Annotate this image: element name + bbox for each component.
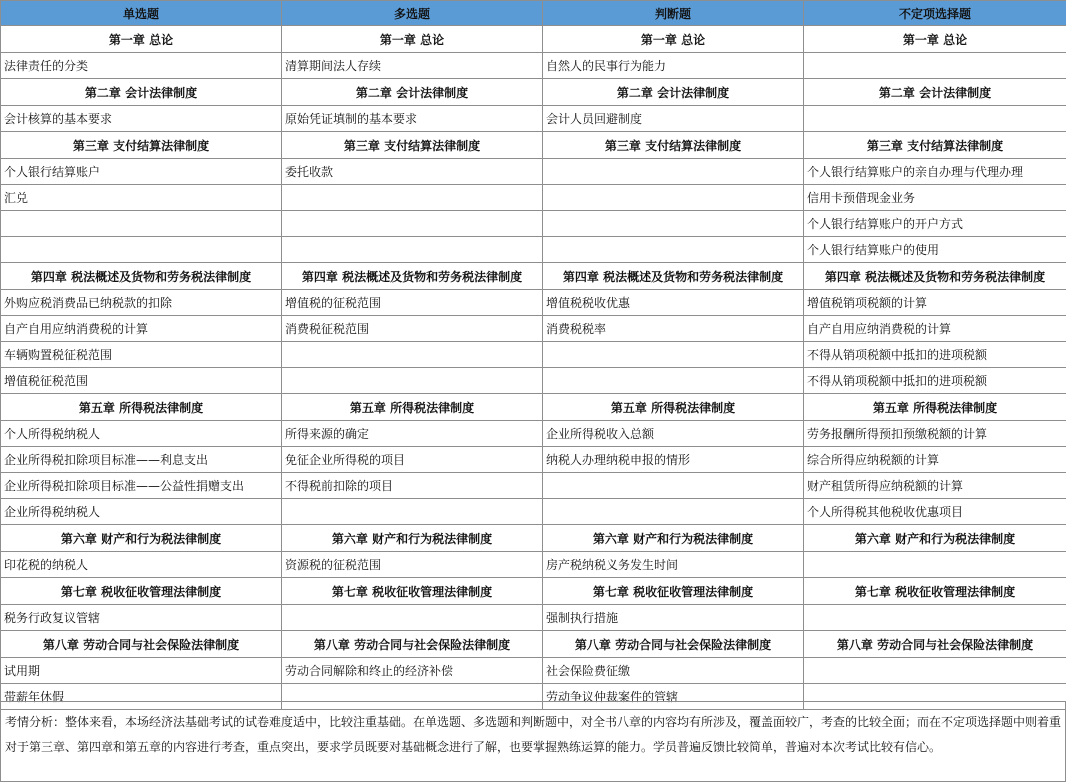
table-row [1, 185, 1066, 211]
exam-analysis-text: 考情分析：整体来看，本场经济法基础考试的试卷难度适中，比较注重基础。在单选题、多选题和判断题中，对全书八章的内容均有所涉及，覆盖面较广，考查的比较全面；而在不定项选择题中则着重对于第三章、第四章和第五章的内容进行考查，重点突出，要求学员既要对基础概念进行了解，也要掌握熟练运算的能力。学员普遍反馈比较简单，普遍对本次考试比较有信心。 [0, 701, 1066, 782]
topic-cell: 自然人的民事行为能力 [543, 53, 804, 79]
topic-cell: 会计核算的基本要求 [1, 106, 282, 132]
chapter-heading-cell: 第八章 劳动合同与社会保险法律制度 [804, 631, 1066, 658]
chapter-heading-cell: 第三章 支付结算法律制度 [282, 132, 543, 159]
chapter-heading-cell: 第五章 所得税法律制度 [1, 394, 282, 421]
topic-cell: 企业所得税扣除项目标准——利息支出 [1, 447, 282, 473]
chapter-heading-cell: 第一章 总论 [804, 26, 1066, 53]
topic-cell: 自产自用应纳消费税的计算 [1, 316, 282, 342]
topic-cell: 消费税征税范围 [282, 316, 543, 342]
topic-cell: 企业所得税纳税人 [1, 499, 282, 525]
header-single-choice: 单选题 [1, 1, 282, 26]
topic-cell [543, 499, 804, 525]
topic-cell: 原始凭证填制的基本要求 [282, 106, 543, 132]
chapter-heading-cell: 第三章 支付结算法律制度 [543, 132, 804, 159]
chapter-heading-cell: 第二章 会计法律制度 [282, 79, 543, 106]
topic-cell [543, 159, 804, 185]
chapter-row [1, 132, 1066, 159]
topic-cell: 社会保险费征缴 [543, 658, 804, 684]
chapter-heading-cell: 第八章 劳动合同与社会保险法律制度 [282, 631, 543, 658]
topic-cell [804, 552, 1066, 578]
table-row [1, 499, 1066, 525]
topic-cell [282, 237, 543, 263]
topic-cell [543, 342, 804, 368]
chapter-heading-cell: 第五章 所得税法律制度 [282, 394, 543, 421]
chapter-heading-cell: 第八章 劳动合同与社会保险法律制度 [1, 631, 282, 658]
header-multiple-choice: 多选题 [282, 1, 543, 26]
topic-cell: 试用期 [1, 658, 282, 684]
topic-cell [543, 368, 804, 394]
chapter-heading-cell: 第七章 税收征收管理法律制度 [804, 578, 1066, 605]
topic-cell: 外购应税消费品已纳税款的扣除 [1, 290, 282, 316]
topic-cell: 企业所得税收入总额 [543, 421, 804, 447]
chapter-heading-cell: 第七章 税收征收管理法律制度 [282, 578, 543, 605]
topic-cell: 个人所得税纳税人 [1, 421, 282, 447]
table-row [1, 237, 1066, 263]
chapter-heading-cell: 第四章 税法概述及货物和劳务税法律制度 [282, 263, 543, 290]
chapter-row [1, 394, 1066, 421]
table-row [1, 605, 1066, 631]
chapter-heading-cell: 第七章 税收征收管理法律制度 [1, 578, 282, 605]
chapter-heading-cell: 第六章 财产和行为税法律制度 [543, 525, 804, 552]
chapter-heading-cell: 第六章 财产和行为税法律制度 [804, 525, 1066, 552]
topic-cell: 不得从销项税额中抵扣的进项税额 [804, 368, 1066, 394]
topic-cell: 会计人员回避制度 [543, 106, 804, 132]
table-row [1, 211, 1066, 237]
topic-cell: 增值税征税范围 [1, 368, 282, 394]
topic-cell: 个人银行结算账户 [1, 159, 282, 185]
chapter-row [1, 631, 1066, 658]
table-row [1, 106, 1066, 132]
topic-cell: 财产租赁所得应纳税额的计算 [804, 473, 1066, 499]
topic-cell [804, 53, 1066, 79]
topic-cell: 信用卡预借现金业务 [804, 185, 1066, 211]
topic-cell [543, 237, 804, 263]
table-row [1, 473, 1066, 499]
table-row [1, 53, 1066, 79]
topic-cell: 不得税前扣除的项目 [282, 473, 543, 499]
chapter-heading-cell: 第一章 总论 [282, 26, 543, 53]
topic-cell: 委托收款 [282, 159, 543, 185]
table-row [1, 658, 1066, 684]
chapter-heading-cell: 第七章 税收征收管理法律制度 [543, 578, 804, 605]
topic-cell: 免征企业所得税的项目 [282, 447, 543, 473]
chapter-heading-cell: 第五章 所得税法律制度 [543, 394, 804, 421]
topic-cell: 带薪年休假 [1, 684, 282, 710]
topic-cell [282, 499, 543, 525]
topic-cell: 劳动合同解除和终止的经济补偿 [282, 658, 543, 684]
topic-cell: 法律责任的分类 [1, 53, 282, 79]
topic-cell: 资源税的征税范围 [282, 552, 543, 578]
chapter-heading-cell: 第五章 所得税法律制度 [804, 394, 1066, 421]
topic-cell: 汇兑 [1, 185, 282, 211]
table-row [1, 316, 1066, 342]
topic-cell [1, 237, 282, 263]
table-row [1, 290, 1066, 316]
table-body [1, 26, 1066, 710]
topic-cell: 不得从销项税额中抵扣的进项税额 [804, 342, 1066, 368]
topic-cell: 自产自用应纳消费税的计算 [804, 316, 1066, 342]
chapter-heading-cell: 第四章 税法概述及货物和劳务税法律制度 [1, 263, 282, 290]
topic-cell [543, 211, 804, 237]
chapter-heading-cell: 第三章 支付结算法律制度 [1, 132, 282, 159]
chapter-heading-cell: 第四章 税法概述及货物和劳务税法律制度 [804, 263, 1066, 290]
topic-cell [282, 368, 543, 394]
header-true-false: 判断题 [543, 1, 804, 26]
topic-cell: 纳税人办理纳税申报的情形 [543, 447, 804, 473]
topic-cell [804, 658, 1066, 684]
topic-cell: 综合所得应纳税额的计算 [804, 447, 1066, 473]
topic-cell: 个人所得税其他税收优惠项目 [804, 499, 1066, 525]
table-row [1, 342, 1066, 368]
topic-cell: 个人银行结算账户的开户方式 [804, 211, 1066, 237]
chapter-heading-cell: 第四章 税法概述及货物和劳务税法律制度 [543, 263, 804, 290]
table-row [1, 421, 1066, 447]
topic-cell: 税务行政复议管辖 [1, 605, 282, 631]
header-row [1, 1, 1066, 26]
topic-cell: 房产税纳税义务发生时间 [543, 552, 804, 578]
topic-cell [804, 106, 1066, 132]
chapter-heading-cell: 第一章 总论 [543, 26, 804, 53]
chapter-row [1, 578, 1066, 605]
chapter-heading-cell: 第一章 总论 [1, 26, 282, 53]
topic-cell: 增值税的征税范围 [282, 290, 543, 316]
chapter-heading-cell: 第三章 支付结算法律制度 [804, 132, 1066, 159]
topic-cell: 强制执行措施 [543, 605, 804, 631]
topic-cell [282, 185, 543, 211]
topic-cell: 消费税税率 [543, 316, 804, 342]
topic-cell [282, 605, 543, 631]
table-row [1, 159, 1066, 185]
chapter-row [1, 263, 1066, 290]
chapter-heading-cell: 第八章 劳动合同与社会保险法律制度 [543, 631, 804, 658]
topic-cell: 增值税销项税额的计算 [804, 290, 1066, 316]
chapter-row [1, 79, 1066, 106]
topic-cell: 劳务报酬所得预扣预缴税额的计算 [804, 421, 1066, 447]
header-indefinite-choice: 不定项选择题 [804, 1, 1066, 26]
topic-cell [543, 473, 804, 499]
chapter-heading-cell: 第二章 会计法律制度 [543, 79, 804, 106]
topic-cell: 增值税税收优惠 [543, 290, 804, 316]
chapter-heading-cell: 第二章 会计法律制度 [804, 79, 1066, 106]
topic-cell: 所得来源的确定 [282, 421, 543, 447]
chapter-heading-cell: 第六章 财产和行为税法律制度 [282, 525, 543, 552]
chapter-heading-cell: 第二章 会计法律制度 [1, 79, 282, 106]
topic-cell [804, 605, 1066, 631]
chapter-row [1, 525, 1066, 552]
topic-cell: 劳动争议仲裁案件的管辖 [543, 684, 804, 710]
topic-cell: 印花税的纳税人 [1, 552, 282, 578]
topic-cell: 个人银行结算账户的使用 [804, 237, 1066, 263]
topic-cell [1, 211, 282, 237]
topic-cell: 清算期间法人存续 [282, 53, 543, 79]
topic-cell [543, 185, 804, 211]
chapter-row [1, 26, 1066, 53]
topic-cell [282, 211, 543, 237]
table-row [1, 447, 1066, 473]
topic-cell: 个人银行结算账户的亲自办理与代理办理 [804, 159, 1066, 185]
topic-cell: 企业所得税扣除项目标准——公益性捐赠支出 [1, 473, 282, 499]
chapter-heading-cell: 第六章 财产和行为税法律制度 [1, 525, 282, 552]
table-row [1, 368, 1066, 394]
topic-cell: 车辆购置税征税范围 [1, 342, 282, 368]
table-row [1, 552, 1066, 578]
topic-cell [282, 342, 543, 368]
